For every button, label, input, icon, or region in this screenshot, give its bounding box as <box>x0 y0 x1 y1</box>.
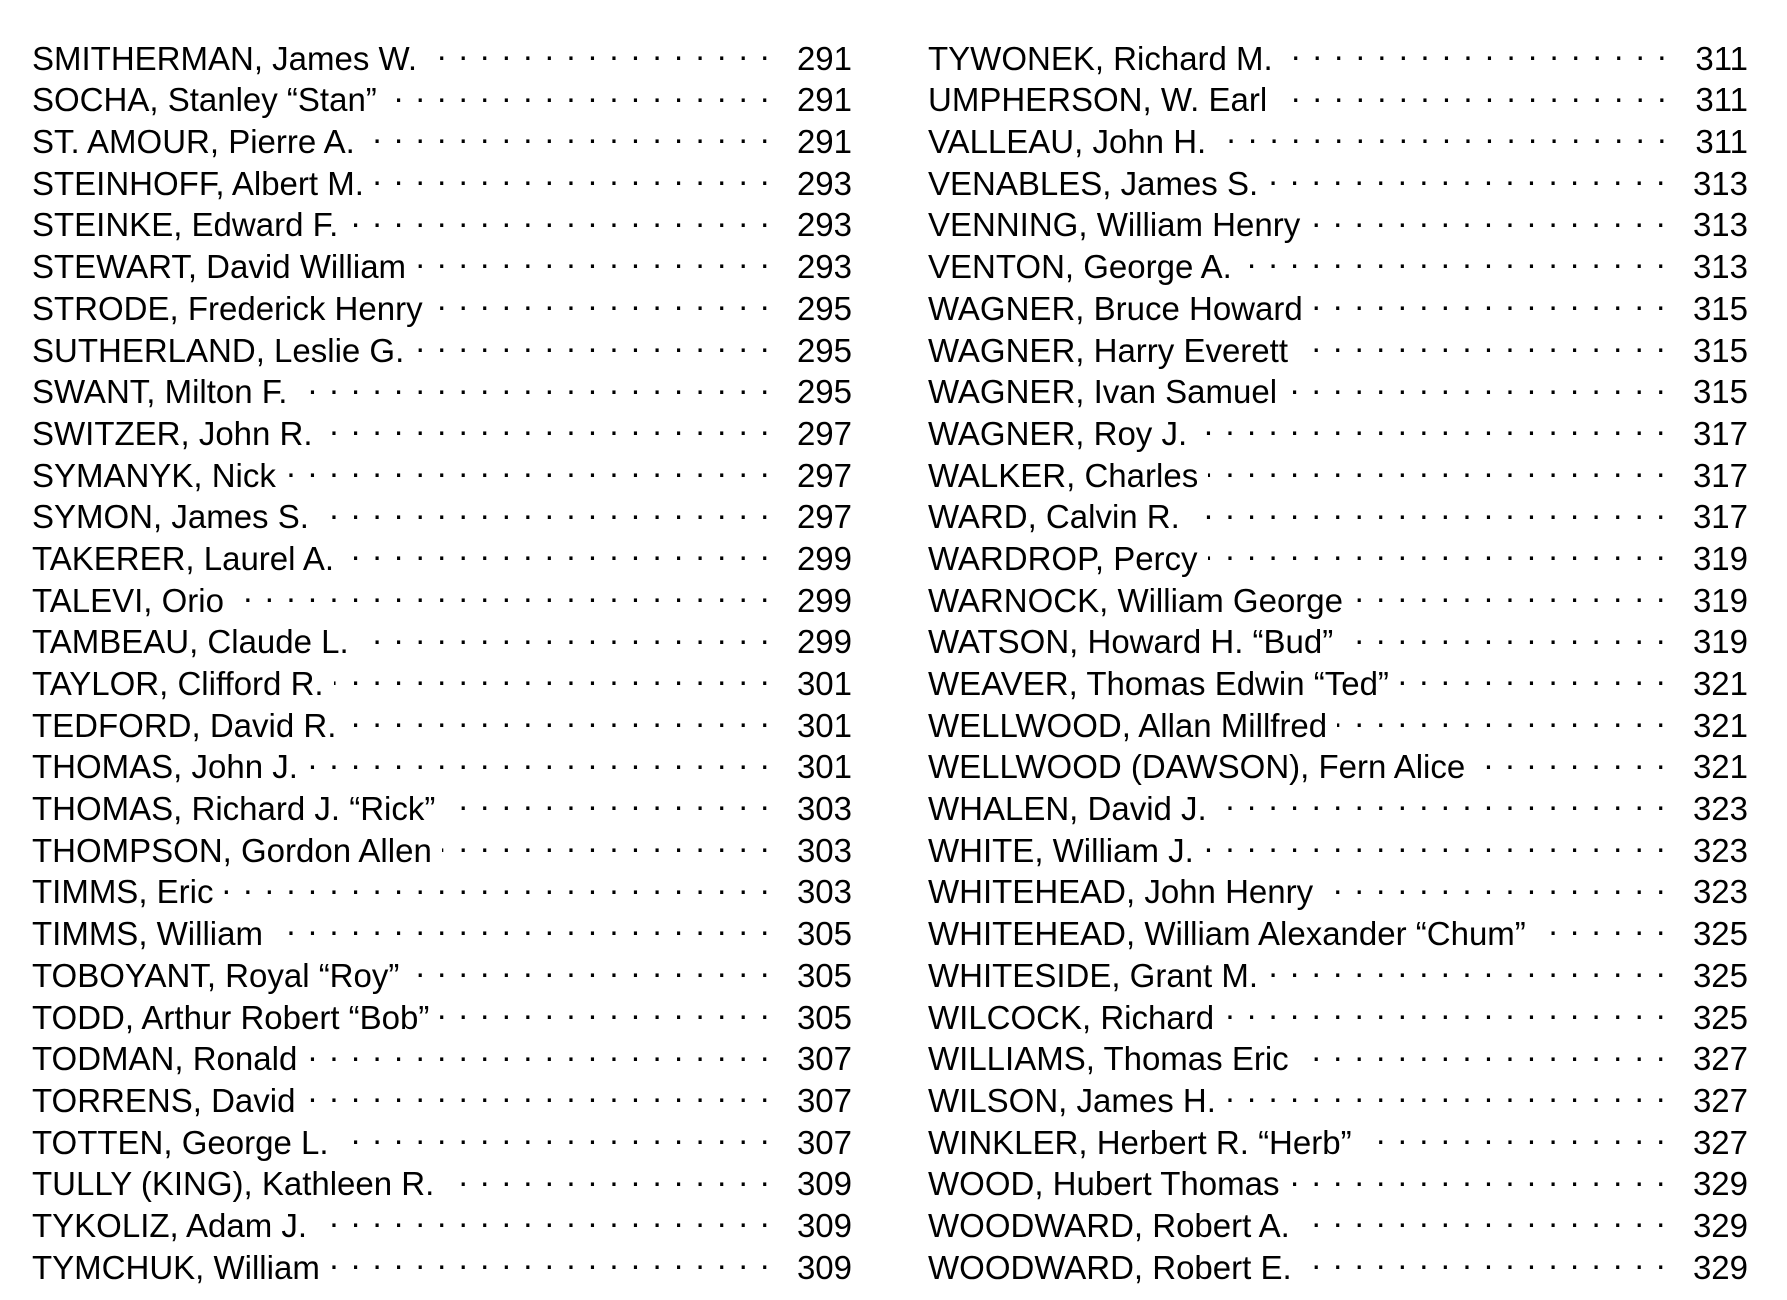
entry-page-number: 319 <box>1692 539 1748 577</box>
entry-page-number: 307 <box>796 1040 852 1078</box>
entry-page-number: 309 <box>796 1165 852 1203</box>
entry-page-number: 303 <box>796 831 852 869</box>
entry-name: WALKER, Charles <box>928 456 1199 494</box>
entry-page-number: 329 <box>1692 1248 1748 1286</box>
entry-page-number: 317 <box>1692 498 1748 536</box>
entry-name: WHITEHEAD, William Alexander “Chum” <box>928 915 1526 953</box>
entry-page-number: 311 <box>1695 39 1748 77</box>
entry-name: TYMCHUK, William <box>32 1248 320 1286</box>
dot-leader <box>1362 1112 1667 1154</box>
entry-name: WAGNER, Roy J. <box>928 414 1188 452</box>
entry-name: VENNING, William Henry <box>928 206 1301 244</box>
dot-leader <box>286 445 771 487</box>
entry-name: SWANT, Milton F. <box>32 373 288 411</box>
entry-page-number: 295 <box>796 373 852 411</box>
entry-page-number: 295 <box>796 331 852 369</box>
entry-page-number: 315 <box>1692 331 1748 369</box>
entry-name: WOOD, Hubert Thomas <box>928 1165 1280 1203</box>
dot-leader <box>1226 1070 1667 1112</box>
dot-leader <box>1242 236 1667 278</box>
entry-page-number: 301 <box>796 665 852 702</box>
dot-leader <box>1298 320 1667 362</box>
dot-leader <box>1216 111 1668 153</box>
dot-leader <box>308 737 771 779</box>
dot-leader <box>1313 278 1667 320</box>
dot-leader <box>1536 903 1667 945</box>
entry-name: TOTTEN, George L. <box>32 1123 329 1161</box>
entry-name: WOODWARD, Robert A. <box>928 1206 1290 1244</box>
entry-page-number: 295 <box>796 289 852 327</box>
entry-name: VENTON, George A. <box>928 248 1232 286</box>
entry-name: THOMAS, John J. <box>32 748 298 786</box>
entry-name: TYKOLIZ, Adam J. <box>32 1206 308 1244</box>
entry-page-number: 313 <box>1692 164 1748 202</box>
entry-page-number: 297 <box>796 498 852 536</box>
entry-page-number: 329 <box>1692 1206 1748 1244</box>
entry-page-number: 299 <box>796 581 852 619</box>
entry-name: WARDROP, Percy <box>928 539 1198 577</box>
dot-leader <box>1475 737 1667 779</box>
dot-leader <box>1287 362 1667 404</box>
entry-name: ST. AMOUR, Pierre A. <box>32 123 355 161</box>
index-entry <box>928 28 1748 77</box>
entry-name: WEAVER, Thomas Edwin “Ted” <box>928 665 1389 702</box>
entry-name: WAGNER, Harry Everett <box>928 331 1288 369</box>
dot-leader <box>297 362 770 404</box>
entry-name: VENABLES, James S. <box>928 164 1259 202</box>
entry-page-number: 315 <box>1692 289 1748 327</box>
dot-leader <box>1277 70 1668 112</box>
entry-name: WATSON, Howard H. “Bud” <box>928 623 1334 661</box>
dot-leader <box>346 695 771 737</box>
entry-name: WARNOCK, William George <box>928 581 1343 619</box>
entry-name: WHITE, William J. <box>928 831 1194 869</box>
entry-name: TIMMS, William <box>32 915 263 953</box>
dot-leader <box>416 236 771 278</box>
entry-page-number: 317 <box>1692 456 1748 494</box>
entry-page-number: 293 <box>796 206 852 244</box>
entry-name: WOODWARD, Robert E. <box>928 1248 1292 1286</box>
dot-leader <box>1300 1195 1667 1237</box>
entry-name: WAGNER, Bruce Howard <box>928 289 1303 327</box>
entry-page-number: 303 <box>796 790 852 828</box>
entry-name: THOMAS, Richard J. “Rick” <box>32 790 436 828</box>
entry-name: TODMAN, Ronald <box>32 1040 298 1078</box>
dot-leader <box>223 862 770 904</box>
entry-page-number: 305 <box>796 915 852 953</box>
entry-name: TEDFORD, David R. <box>32 706 337 744</box>
entry-name: STEWART, David William <box>32 248 407 286</box>
entry-name: WILSON, James H. <box>928 1081 1216 1119</box>
entry-page-number: 299 <box>796 539 852 577</box>
dot-leader <box>442 820 771 862</box>
dot-leader <box>387 70 771 112</box>
dot-leader <box>234 570 771 612</box>
entry-page-number: 313 <box>1692 206 1748 244</box>
entry-page-number: 327 <box>1692 1081 1748 1119</box>
dot-leader <box>1197 403 1667 445</box>
entry-page-number: 309 <box>796 1248 852 1286</box>
dot-leader <box>1323 862 1667 904</box>
dot-leader <box>317 1195 771 1237</box>
dot-leader <box>1343 612 1667 654</box>
entry-name: WILCOCK, Richard <box>928 998 1215 1036</box>
dot-leader <box>344 528 771 570</box>
dot-leader <box>1208 528 1667 570</box>
entry-page-number: 323 <box>1692 790 1748 828</box>
entry-page-number: 293 <box>796 248 852 286</box>
entry-page-number: 315 <box>1692 373 1748 411</box>
entry-page-number: 303 <box>796 873 852 911</box>
index-entry <box>32 28 852 77</box>
entry-name: UMPHERSON, W. Earl <box>928 81 1268 119</box>
entry-name: WHITESIDE, Grant M. <box>928 956 1259 994</box>
dot-leader <box>305 1070 770 1112</box>
dot-leader <box>365 111 771 153</box>
entry-name: TOBOYANT, Royal “Roy” <box>32 956 400 994</box>
entry-page-number: 311 <box>1695 81 1748 119</box>
dot-leader <box>409 945 771 987</box>
dot-leader <box>319 487 771 529</box>
entry-name: SYMANYK, Nick <box>32 456 276 494</box>
entry-page-number: 319 <box>1692 581 1748 619</box>
dot-leader <box>444 1154 771 1196</box>
entry-name: TYWONEK, Richard M. <box>928 39 1273 77</box>
entry-name: SMITHERMAN, James W. <box>32 39 418 77</box>
entry-page-number: 299 <box>796 623 852 661</box>
dot-leader <box>1337 695 1667 737</box>
entry-name: TULLY (KING), Kathleen R. <box>32 1165 435 1203</box>
entry-page-number: 327 <box>1692 1040 1748 1078</box>
entry-name: WILLIAMS, Thomas Eric <box>928 1040 1289 1078</box>
entry-page-number: 291 <box>796 81 852 119</box>
entry-page-number: 325 <box>1692 956 1748 994</box>
dot-leader <box>1299 1029 1667 1071</box>
dot-leader <box>433 278 771 320</box>
dot-leader <box>1399 653 1667 695</box>
dot-leader <box>330 1237 771 1279</box>
entry-page-number: 291 <box>796 39 852 77</box>
entry-name: VALLEAU, John H. <box>928 123 1207 161</box>
entry-page-number: 313 <box>1692 248 1748 286</box>
dot-leader <box>414 320 771 362</box>
entry-page-number: 327 <box>1692 1123 1748 1161</box>
entry-name: TODD, Arthur Robert “Bob” <box>32 998 430 1036</box>
entry-page-number: 323 <box>1692 831 1748 869</box>
entry-name: WELLWOOD, Allan Millfred <box>928 706 1328 744</box>
entry-page-number: 301 <box>796 748 852 786</box>
dot-leader <box>1289 1154 1666 1196</box>
index-column-right <box>928 28 1748 1286</box>
dot-leader <box>1224 987 1667 1029</box>
dot-leader <box>1268 945 1667 987</box>
entry-page-number: 293 <box>796 164 852 202</box>
entry-name: TORRENS, David <box>32 1081 296 1119</box>
entry-name: SOCHA, Stanley “Stan” <box>32 81 377 119</box>
entry-name: STEINKE, Edward F. <box>32 206 339 244</box>
entry-name: WELLWOOD (DAWSON), Fern Alice <box>928 748 1466 786</box>
entry-name: TIMMS, Eric <box>32 873 214 911</box>
entry-name: SYMON, James S. <box>32 498 309 536</box>
dot-leader <box>445 778 771 820</box>
dot-leader <box>1283 28 1668 70</box>
dot-leader <box>1310 195 1667 237</box>
dot-leader <box>1190 487 1667 529</box>
dot-leader <box>1204 820 1667 862</box>
dot-leader <box>439 987 771 1029</box>
entry-page-number: 291 <box>796 123 852 161</box>
dot-leader <box>323 403 771 445</box>
entry-page-number: 309 <box>796 1206 852 1244</box>
entry-page-number: 297 <box>796 456 852 494</box>
entry-page-number: 307 <box>796 1123 852 1161</box>
entry-name: THOMPSON, Gordon Allen <box>32 831 432 869</box>
dot-leader <box>338 1112 770 1154</box>
entry-name: STRODE, Frederick Henry <box>32 289 423 327</box>
dot-leader <box>348 195 771 237</box>
dot-leader <box>1302 1237 1667 1279</box>
entry-page-number: 325 <box>1692 998 1748 1036</box>
entry-page-number: 307 <box>796 1081 852 1119</box>
index-column-left <box>32 28 852 1286</box>
dot-leader <box>334 653 771 695</box>
entry-name: SWITZER, John R. <box>32 414 313 452</box>
entry-name: WHALEN, David J. <box>928 790 1207 828</box>
entry-name: WARD, Calvin R. <box>928 498 1180 536</box>
entry-name: WINKLER, Herbert R. “Herb” <box>928 1123 1352 1161</box>
entry-name: WHITEHEAD, John Henry <box>928 873 1314 911</box>
dot-leader <box>307 1029 771 1071</box>
entry-page-number: 305 <box>796 956 852 994</box>
entry-page-number: 301 <box>796 706 852 744</box>
entry-page-number: 311 <box>1695 123 1748 161</box>
dot-leader <box>1268 153 1667 195</box>
entry-name: TALEVI, Orio <box>32 581 224 619</box>
dot-leader <box>359 612 771 654</box>
entry-page-number: 317 <box>1692 414 1748 452</box>
entry-page-number: 305 <box>796 998 852 1036</box>
dot-leader <box>374 153 771 195</box>
entry-name: TAYLOR, Clifford R. <box>32 665 324 702</box>
entry-name: TAMBEAU, Claude L. <box>32 623 349 661</box>
entry-name: TAKERER, Laurel A. <box>32 539 335 577</box>
dot-leader <box>427 28 771 70</box>
entry-name: STEINHOFF, Albert M. <box>32 164 364 202</box>
entry-page-number: 321 <box>1692 706 1748 744</box>
entry-name: WAGNER, Ivan Samuel <box>928 373 1278 411</box>
dot-leader <box>1353 570 1667 612</box>
entry-page-number: 325 <box>1692 915 1748 953</box>
dot-leader <box>273 903 771 945</box>
entry-page-number: 323 <box>1692 873 1748 911</box>
entry-page-number: 319 <box>1692 623 1748 661</box>
dot-leader <box>1208 445 1667 487</box>
entry-page-number: 329 <box>1692 1165 1748 1203</box>
entry-page-number: 321 <box>1692 748 1748 786</box>
entry-page-number: 297 <box>796 414 852 452</box>
entry-page-number: 321 <box>1692 665 1748 702</box>
entry-name: SUTHERLAND, Leslie G. <box>32 331 405 369</box>
dot-leader <box>1217 778 1667 820</box>
